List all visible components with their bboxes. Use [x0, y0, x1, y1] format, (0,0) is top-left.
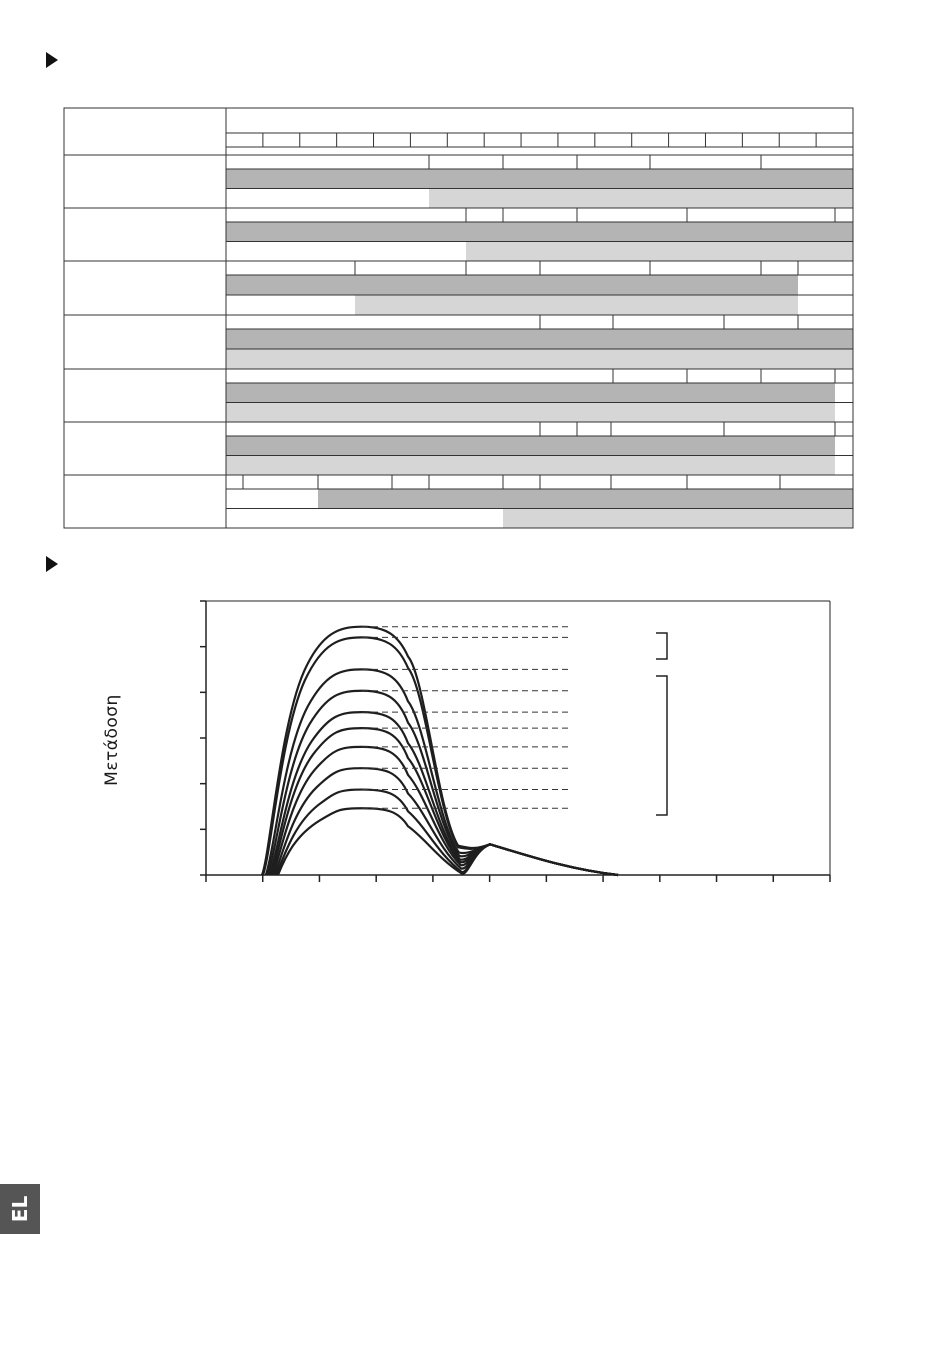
transmission-curve-5 [270, 712, 618, 875]
bracket-bottom [656, 676, 667, 815]
transmission-curve-2 [263, 637, 618, 875]
language-tab-label: EL [8, 1195, 32, 1223]
bracket-top [656, 633, 667, 659]
chart-y-axis-label: Μετάδοση [102, 694, 122, 786]
language-tab [0, 1184, 40, 1234]
